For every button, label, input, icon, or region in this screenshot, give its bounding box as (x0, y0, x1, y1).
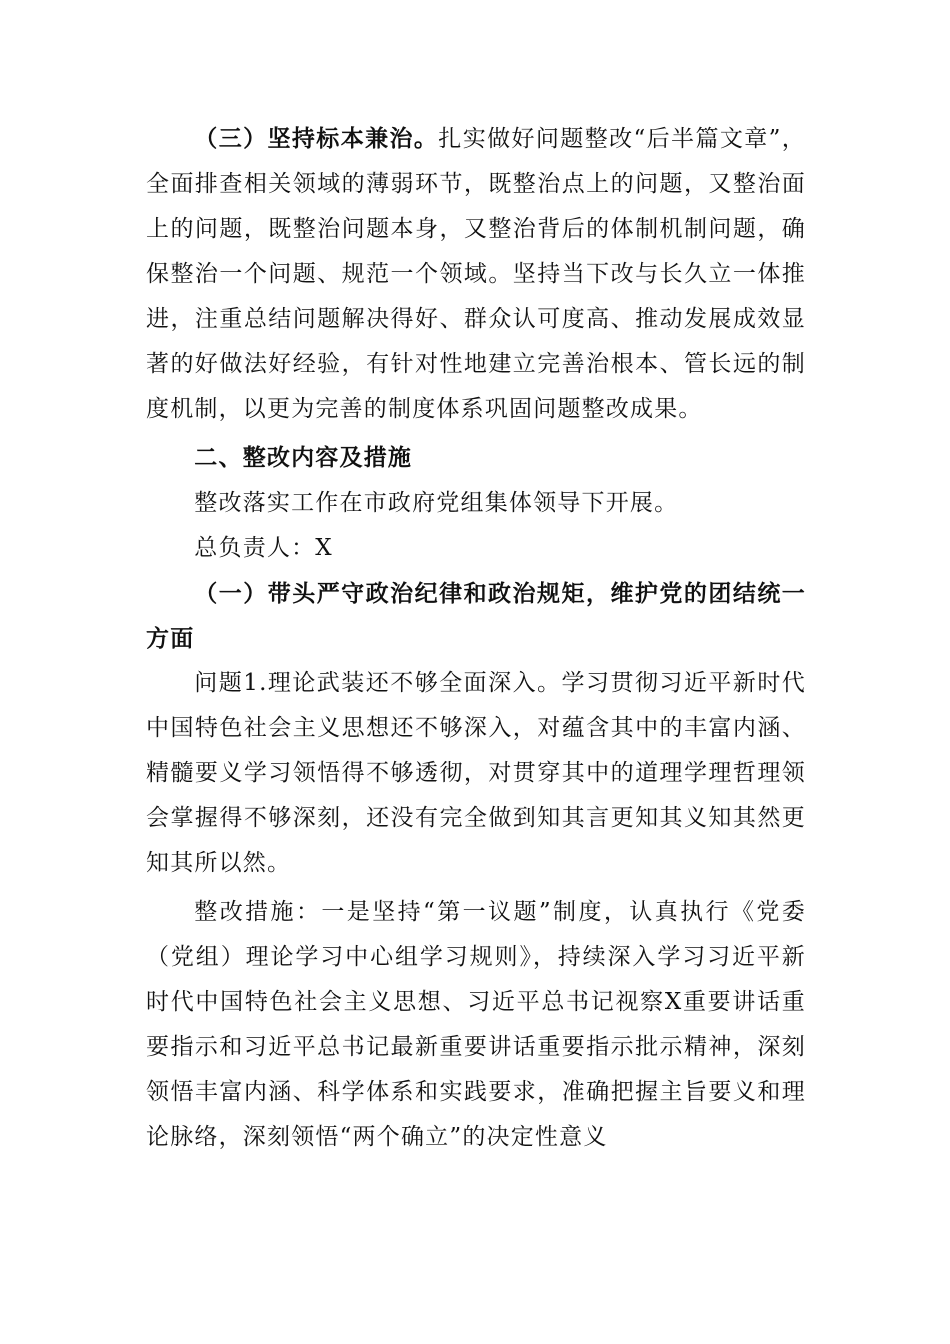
part2-heading: 二、整改内容及措施 (194, 445, 413, 471)
document-page (146, 116, 806, 1160)
part2-leader: 总负责人：X (194, 535, 333, 561)
section3-body: 扎实做好问题整改“后半篇文章”，全面排查相关领域的薄弱环节，既整治点上的问题，又整治面上的问题，既整治问题本身，又整治背后的体制机制问题，确保整治一个问题、规范一个领域。坚持当下改与长久立一体推进，注重总结问题解决得好、群众认可度高、推动发展成效显著的好做法好经验，有针对性地建立完善治根本、管长远的制度机制，以更为完善的制度体系巩固问题整改成果。 (146, 126, 807, 422)
measures1-paragraph: 整改措施：一是坚持“第一议题”制度，认真执行《党委（党组）理论学习中心组学习规则》，持续深入学习习近平新时代中国特色社会主义思想、习近平总书记视察X重要讲话重要指示和习近平总书记最新重要讲话重要指示批示精神，深刻领悟丰富内涵、科学体系和实践要求，准确把握主旨要义和理论脉络，深刻领悟“两个确立”的决定性意义 (146, 899, 806, 1150)
issue1-paragraph: 问题1.理论武装还不够全面深入。学习贯彻习近平新时代中国特色社会主义思想还不够深入，对蕴含其中的丰富内涵、精髓要义学习领悟得不够透彻，对贯穿其中的道理学理哲理领会掌握得不够深刻，还没有完全做到知其言更知其义知其然更知其所以然。 (146, 670, 806, 876)
section3-heading: （三）坚持标本兼治。 (194, 125, 439, 152)
section3-paragraph (146, 116, 806, 432)
subsection1-heading: （一）带头严守政治纪律和政治规矩，维护党的团结统一方面 (146, 580, 806, 652)
part2-intro: 整改落实工作在市政府党组集体领导下开展。 (194, 490, 679, 516)
